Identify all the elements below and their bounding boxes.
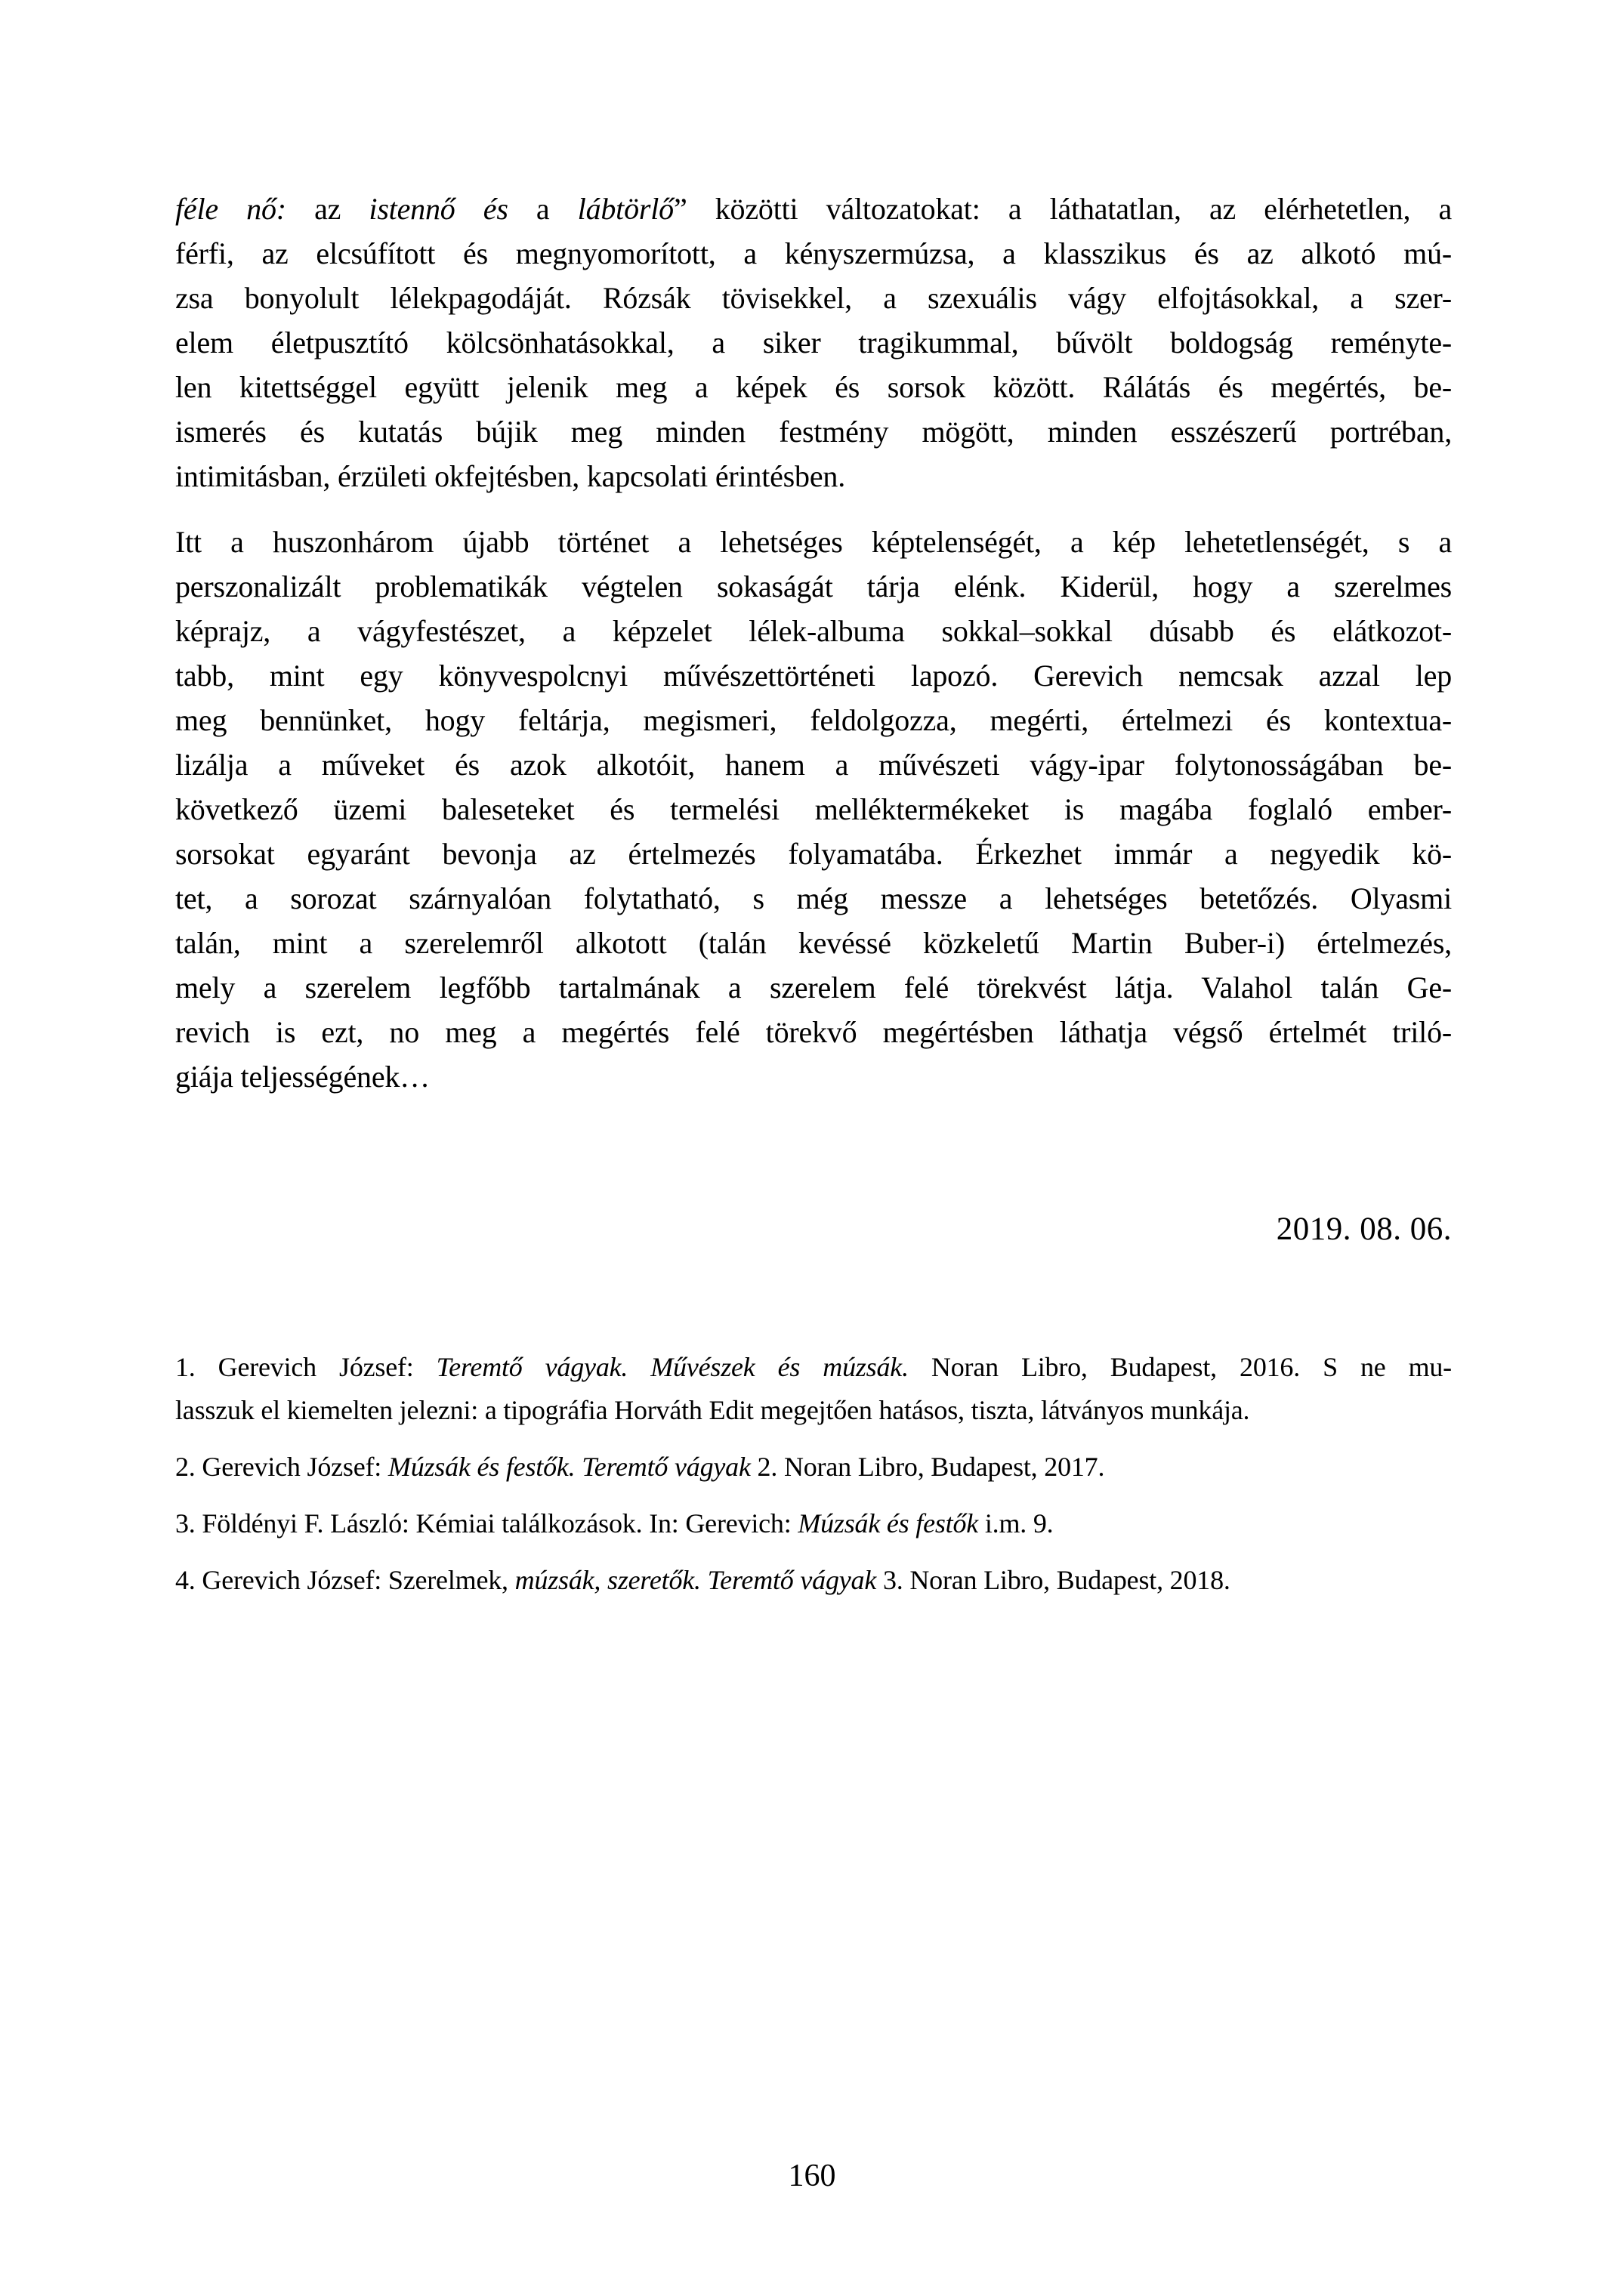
text-run: 2. Noran Libro, Budapest, 2017.: [750, 1452, 1105, 1482]
paragraph: [175, 520, 1452, 1099]
text-line: [175, 454, 1452, 498]
text-line: [175, 276, 1452, 320]
text-run: tabb, mint egy könyvespolcnyi művészettörténeti lapozó. Gerevich nemcsak azzal lep: [175, 659, 1452, 693]
text-line: [175, 1389, 1452, 1432]
footnote: [175, 1502, 1452, 1545]
text-run: ” közötti változatokat: a láthatatlan, az elérhetetlen, a: [673, 192, 1453, 226]
italic-text-run: lábtörlő: [577, 192, 674, 226]
text-run: revich is ezt, no meg a megértés felé törekvő megértésben láthatja végső értelmét triló-: [175, 1015, 1452, 1049]
text-line: [175, 365, 1452, 409]
text-run: giája teljességének…: [175, 1060, 430, 1094]
text-run: következő üzemi baleseteket és termelési melléktermékeket is magába foglaló ember-: [175, 792, 1452, 826]
text-run: férfi, az elcsúfított és megnyomorított, a kényszermúzsa, a klasszikus és az alkotó mú-: [175, 236, 1452, 270]
text-run: ismerés és kutatás bújik meg minden festmény mögött, minden esszészerű portréban,: [175, 415, 1452, 449]
italic-text-run: féle nő:: [175, 192, 286, 226]
text-line: [175, 742, 1452, 787]
text-run: meg bennünket, hogy feltárja, megismeri, feldolgozza, megérti, értelmezi és kontextua-: [175, 703, 1452, 737]
text-run: lasszuk el kiemelten jelezni: a tipográfia Horváth Edit megejtően hatásos, tiszta, látványos munkája.: [175, 1395, 1250, 1425]
text-run: lizálja a műveket és azok alkotóit, hanem a művészeti vágy-ipar folytonosságában be-: [175, 748, 1452, 782]
text-run: perszonalizált problematikák végtelen sokaságát tárja elénk. Kiderül, hogy a szerelmes: [175, 569, 1452, 603]
text-run: i.m. 9.: [978, 1508, 1054, 1538]
footnote: [175, 1446, 1452, 1489]
text-run: Itt a huszonhárom újabb történet a lehetséges képtelenségét, a kép lehetetlenségét, s a: [175, 525, 1452, 559]
text-run: talán, mint a szerelemről alkotott (talán kevéssé közkeletű Martin Buber-i) értelmezés,: [175, 926, 1452, 960]
italic-text-run: múzsák, szeretők. Teremtő vágyak: [514, 1565, 877, 1595]
text-run: 1. Gerevich József:: [175, 1352, 437, 1382]
text-run: zsa bonyolult lélekpagodáját. Rózsák tövisekkel, a szexuális vágy elfojtásokkal, a szer-: [175, 281, 1452, 315]
footnote: [175, 1559, 1452, 1602]
text-line: [175, 187, 1452, 231]
text-line: [175, 1446, 1452, 1489]
footnote: [175, 1346, 1452, 1432]
text-run: az: [286, 192, 369, 226]
text-run: 2. Gerevich József:: [175, 1452, 388, 1482]
text-run: Noran Libro, Budapest, 2016. S ne mu-: [908, 1352, 1452, 1382]
italic-text-run: Teremtő vágyak. Művészek és múzsák.: [436, 1352, 909, 1382]
text-line: [175, 787, 1452, 832]
text-run: sorsokat egyaránt bevonja az értelmezés folyamatába. Érkezhet immár a negyedik kö-: [175, 837, 1452, 871]
text-line: [175, 1010, 1452, 1054]
italic-text-run: istennő és: [369, 192, 508, 226]
body-text: [175, 187, 1452, 1099]
text-run: 3. Földényi F. László: Kémiai találkozások. In: Gerevich:: [175, 1508, 798, 1538]
text-run: intimitásban, érzületi okfejtésben, kapcsolati érintésben.: [175, 459, 845, 493]
text-run: mely a szerelem legfőbb tartalmának a szerelem felé törekvést látja. Valahol talán Ge-: [175, 971, 1452, 1005]
text-line: [175, 609, 1452, 653]
text-run: 3. Noran Libro, Budapest, 2018.: [876, 1565, 1230, 1595]
page-number: 160: [788, 2159, 836, 2193]
text-line: [175, 1346, 1452, 1389]
text-line: [175, 876, 1452, 921]
text-line: [175, 698, 1452, 742]
paragraph: [175, 187, 1452, 498]
text-line: [175, 231, 1452, 276]
italic-text-run: Múzsák és festők: [798, 1508, 979, 1538]
text-run: len kitettséggel együtt jelenik meg a képek és sorsok között. Rálátás és megértés, be-: [175, 370, 1452, 404]
text-line: [175, 965, 1452, 1010]
text-run: 4. Gerevich József: Szerelmek,: [175, 1565, 515, 1595]
date-line: 2019. 08. 06.: [1276, 1211, 1452, 1247]
text-run: a: [508, 192, 578, 226]
text-run: elem életpusztító kölcsönhatásokkal, a siker tragikummal, bűvölt boldogság reményte-: [175, 326, 1452, 360]
text-line: [175, 520, 1452, 564]
italic-text-run: Múzsák és festők. Teremtő vágyak: [387, 1452, 751, 1482]
text-run: képrajz, a vágyfestészet, a képzelet lélek-albuma sokkal–sokkal dúsabb és elátkozot-: [175, 614, 1452, 648]
text-line: [175, 320, 1452, 365]
text-line: [175, 832, 1452, 876]
text-line: [175, 409, 1452, 454]
text-line: [175, 921, 1452, 965]
text-line: [175, 564, 1452, 609]
text-line: [175, 1559, 1452, 1602]
footnotes: [175, 1346, 1452, 1602]
text-line: [175, 1054, 1452, 1099]
text-line: [175, 653, 1452, 698]
text-line: [175, 1502, 1452, 1545]
text-run: tet, a sorozat szárnyalóan folytatható, s még messze a lehetséges betetőzés. Olyasmi: [175, 881, 1452, 915]
